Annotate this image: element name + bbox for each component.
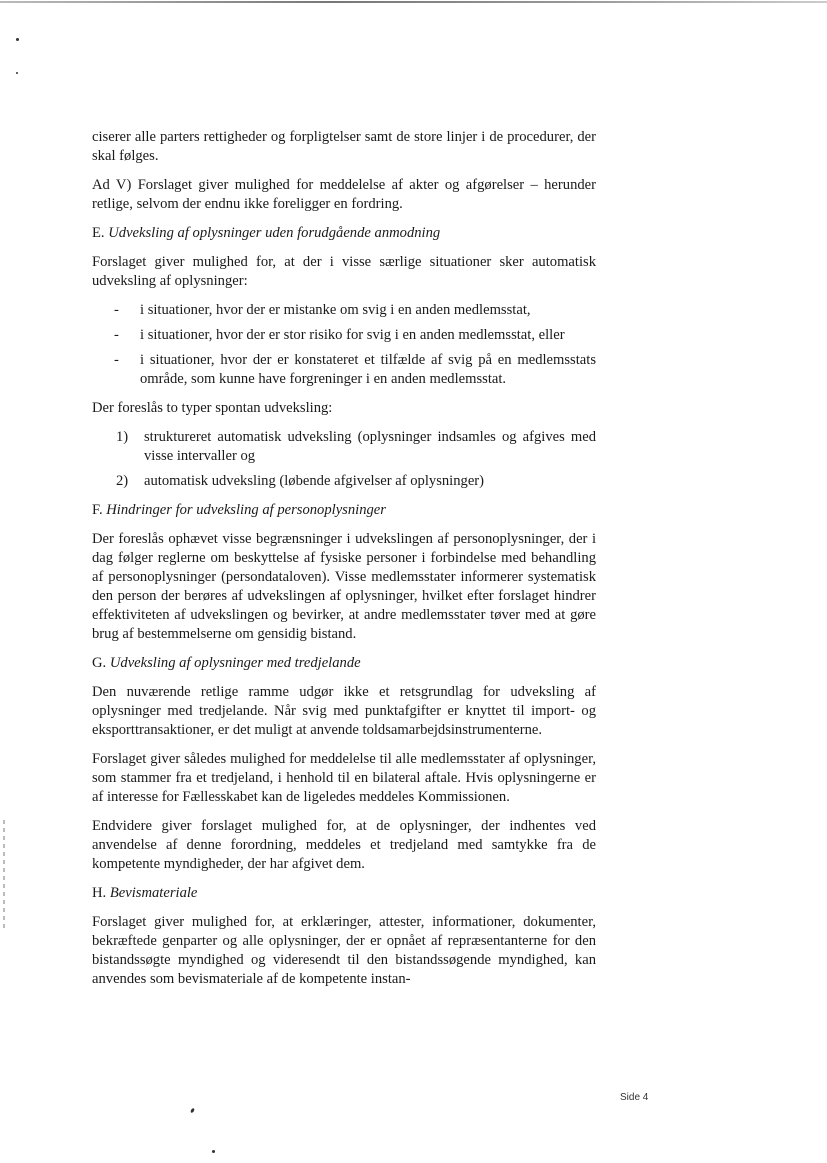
list-text: struktureret automatisk udveksling (oplysninger indsamles og afgives med visse intervaller og: [144, 429, 596, 464]
section-letter: G.: [92, 655, 107, 671]
list-item: [116, 472, 596, 491]
list-item: [116, 428, 596, 466]
dash-list: [92, 301, 596, 389]
section-title: Udveksling af oplysninger uden forudgående anmodning: [108, 225, 441, 241]
scan-top-edge: [0, 1, 827, 3]
scan-speck: [212, 1150, 215, 1153]
section-heading: [92, 501, 596, 520]
scan-speck: [16, 38, 19, 41]
list-item: - i situationer, hvor der er mistanke om svig i en anden medlemsstat,: [140, 301, 596, 320]
paragraph: Der foreslås ophævet visse begrænsninger i udvekslingen af personoplysninger, der i dag følger reglerne om beskyttelse af fysiske personer i forbindelse med behandling af personoplysninger (persondataloven). Visse medlemsstater informerer systematisk den person der berøres af udvekslingen af oplysninger, hvilket efter forslaget hindrer effektiviteten af udvekslingen og bevirker, at andre medlemsstater tøver med at gøre brug af bestemmelserne om gensidig bistand.: [92, 531, 596, 642]
list-item: - i situationer, hvor der er konstateret et tilfælde af svig på en medlemsstats område, som kunne have forgreninger i en anden medlemsstat.: [140, 351, 596, 389]
section-heading: [92, 884, 596, 903]
section-heading: [92, 654, 596, 673]
paragraph: Forslaget giver således mulighed for meddelelse til alle medlemsstater af oplysninger, som stammer fra et tredjeland, i henhold til en bilateral aftale. Hvis oplysningerne er af interesse for Fællesskabet kan de ligeledes meddeles Kommissionen.: [92, 751, 596, 805]
scan-speck: [16, 72, 18, 74]
numbered-list: [92, 428, 596, 491]
paragraph: Ad V) Forslaget giver mulighed for meddelelse af akter og afgørelser – herunder retlige, selvom der endnu ikke foreligger en fordring.: [92, 177, 596, 212]
paragraph: Der foreslås to typer spontan udveksling:: [92, 400, 333, 416]
section-title: Bevismateriale: [109, 885, 198, 901]
list-item: - i situationer, hvor der er stor risiko for svig i en anden medlemsstat, eller: [140, 326, 596, 345]
paragraph: ciserer alle parters rettigheder og forpligtelser samt de store linjer i de procedurer, der skal følges.: [92, 129, 596, 164]
paragraph: Den nuværende retlige ramme udgør ikke et retsgrundlag for udveksling af oplysninger med tredjelande. Når svig med punktafgifter er knyttet til import- og eksporttransaktioner, er det muligt at anvende toldsamarbejdsinstrumenterne.: [92, 684, 596, 738]
section-title: Udveksling af oplysninger med tredjelande: [109, 655, 361, 671]
section-title: Hindringer for udveksling af personoplysninger: [106, 502, 386, 518]
section-letter: H.: [92, 885, 107, 901]
scan-left-edge: [3, 820, 5, 930]
paragraph: Forslaget giver mulighed for, at der i visse særlige situationer sker automatisk udveksling af oplysninger:: [92, 254, 596, 289]
list-text: automatisk udveksling (løbende afgivelser af oplysninger): [144, 473, 485, 489]
list-number: 2): [116, 473, 129, 489]
page-number: Side 4: [620, 1092, 649, 1103]
section-letter: F.: [92, 502, 103, 518]
document-body: [92, 128, 596, 999]
scan-speck: [190, 1108, 195, 1114]
paragraph: Forslaget giver mulighed for, at erklæringer, attester, informationer, dokumenter, bekræftede genparter og alle oplysninger, der er opnået af repræsentanterne for den bistandssøgte myndighed og videresendt til den bistandssøgende myndighed, kan anvendes som bevismateriale af de kompetente instan-: [92, 914, 596, 987]
list-number: 1): [116, 429, 129, 445]
paragraph: Endvidere giver forslaget mulighed for, at de oplysninger, der indhentes ved anvendelse af denne forordning, meddeles et tredjeland med samtykke fra de kompetente myndigheder, der har afgivet dem.: [92, 818, 596, 872]
section-letter: E.: [92, 225, 105, 241]
section-heading: [92, 224, 596, 243]
